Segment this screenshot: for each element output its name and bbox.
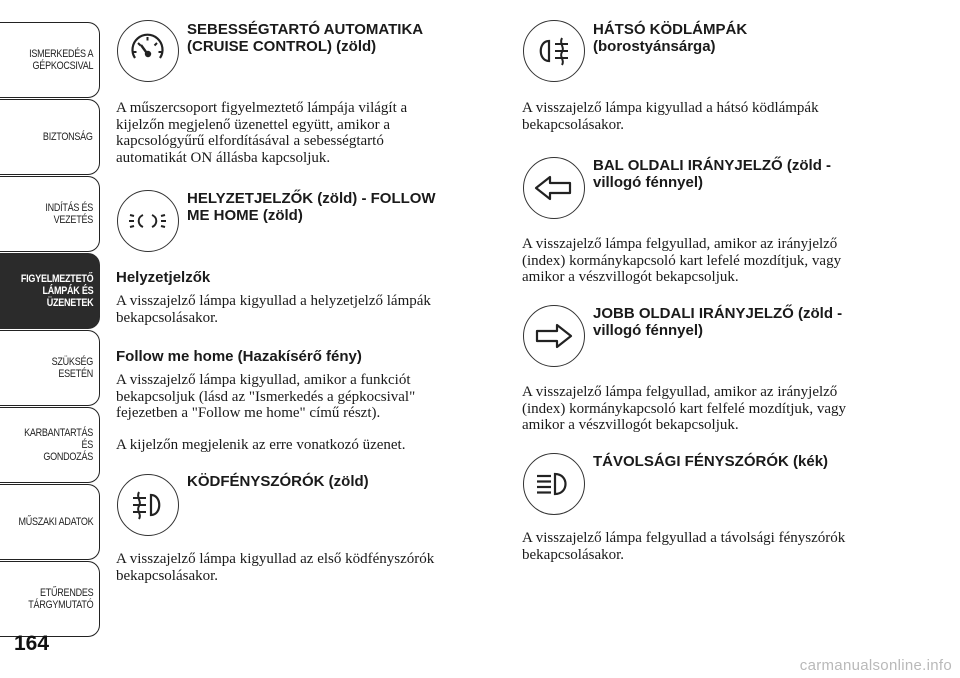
tab-szukseg[interactable]: SZÜKSÉG ESETÉN	[0, 330, 100, 406]
high-beam-heading: TÁVOLSÁGI FÉNYSZÓRÓK (kék)	[593, 453, 829, 470]
tab-karbantartas[interactable]: KARBANTARTÁS ÉS GONDOZÁS	[0, 407, 100, 483]
follow-me-subhead: Follow me home (Hazakísérő fény)	[116, 348, 362, 365]
high-beam-icon	[523, 453, 585, 515]
follow-me-body: A visszajelző lámpa kigyullad, amikor a funkciót bekapcsoljuk (lásd az "Ismerkedés a gépkocsival" fejezetben a "Follow me home" című részt).	[116, 372, 416, 421]
front-fog-heading: KÖDFÉNYSZÓRÓK (zöld)	[187, 473, 369, 490]
rear-fog-body: A visszajelző lámpa kigyullad a hátsó ködlámpák bekapcsolásakor.	[522, 100, 819, 133]
tab-inditas[interactable]: INDÍTÁS ÉS VEZETÉS	[0, 176, 100, 252]
rear-fog-heading: HÁTSÓ KÖDLÁMPÁK (borostyánsárga)	[593, 21, 748, 55]
right-arrow-icon	[523, 305, 585, 367]
cruise-heading: SEBESSÉGTARTÓ AUTOMATIKA (CRUISE CONTROL) (zöld)	[187, 21, 424, 55]
position-body: A visszajelző lámpa kigyullad a helyzetjelző lámpák bekapcsolásakor.	[116, 293, 431, 326]
tab-ismerkedes[interactable]: ISMERKEDÉS A GÉPKOCSIVAL	[0, 22, 100, 98]
follow-me-display-note: A kijelzőn megjelenik az erre vonatkozó üzenet.	[116, 437, 406, 453]
cruise-body: A műszercsoport figyelmeztető lámpája világít a kijelzőn megjelenő üzenettel együtt, amikor a kapcsológyűrű elfordításával a sebességtartó automatikát ON állásba kapcsoljuk.	[116, 100, 408, 166]
watermark: carmanualsonline.info	[799, 657, 952, 674]
position-heading: HELYZETJELZŐK (zöld) - FOLLOW ME HOME (zöld)	[187, 190, 436, 224]
front-fog-body: A visszajelző lámpa kigyullad az első ködfényszórók bekapcsolásakor.	[116, 551, 435, 584]
position-subhead: Helyzetjelzők	[116, 269, 211, 286]
front-fog-light-icon	[117, 474, 179, 536]
rear-fog-light-icon	[523, 20, 585, 82]
tab-biztonsag[interactable]: BIZTONSÁG	[0, 99, 100, 175]
tab-targymutato[interactable]: ETŰRENDES TÁRGYMUTATÓ	[0, 561, 100, 637]
speedometer-icon	[117, 20, 179, 82]
left-arrow-icon	[523, 157, 585, 219]
high-beam-body: A visszajelző lámpa felgyullad a távolsági fényszórók bekapcsolásakor.	[522, 530, 846, 563]
page-number: 164	[14, 632, 50, 655]
position-lights-icon	[117, 190, 179, 252]
left-turn-body: A visszajelző lámpa felgyullad, amikor az irányjelző (index) kormánykapcsoló kart lefelé mozdítjuk, vagy amikor a vészvillogót bekapcsoljuk.	[522, 236, 842, 285]
tab-figyelmezteto[interactable]: FIGYELMEZTETŐ LÁMPÁK ÉS ÜZENETEK	[0, 253, 100, 329]
tab-muszaki[interactable]: MŰSZAKI ADATOK	[0, 484, 100, 560]
right-turn-heading: JOBB OLDALI IRÁNYJELZŐ (zöld - villogó fénnyel)	[593, 305, 843, 339]
left-turn-heading: BAL OLDALI IRÁNYJELZŐ (zöld - villogó fénnyel)	[593, 157, 832, 191]
right-turn-body: A visszajelző lámpa felgyullad, amikor az irányjelző (index) kormánykapcsoló kart felfelé mozdítjuk, vagy amikor a vészvillogót bekapcsoljuk.	[522, 384, 847, 433]
